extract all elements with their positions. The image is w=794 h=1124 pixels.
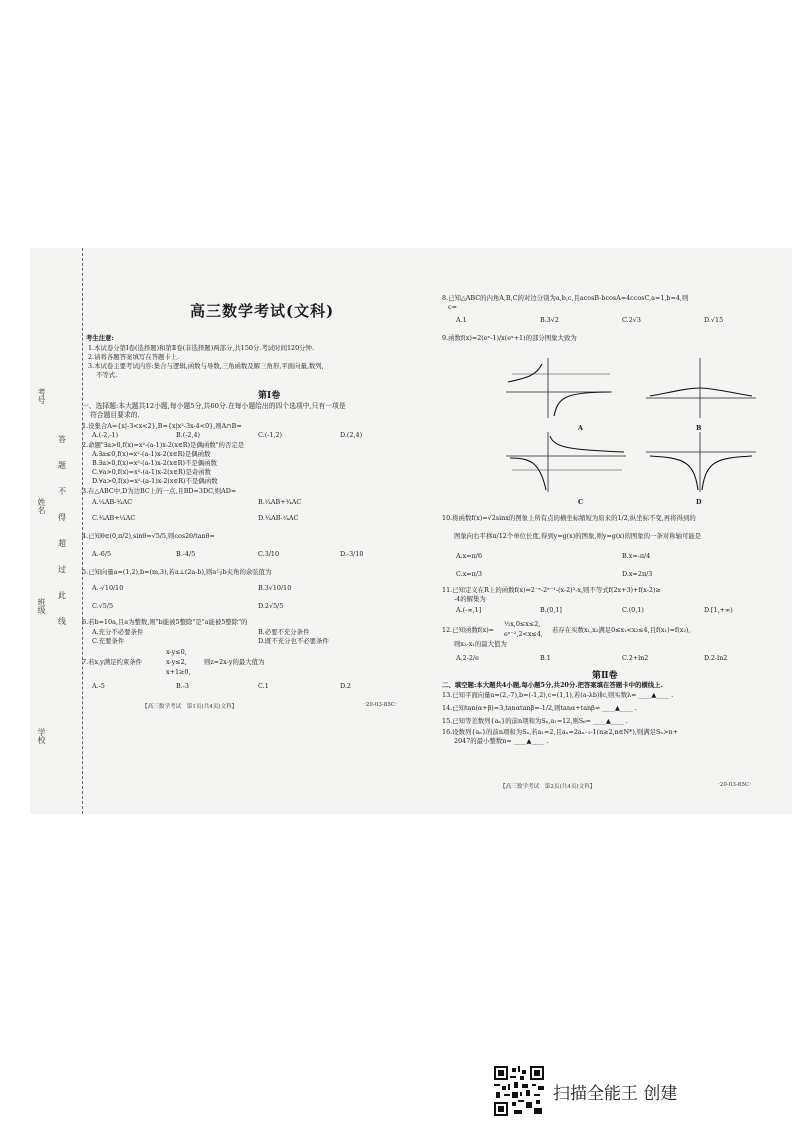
q14-text: 14.已知tan(α+β)=3,tanαtanβ=-1/2,则tanα+tanβ= xyxy=(442,704,601,712)
answer-blank-mark: ▲ xyxy=(651,691,657,699)
q10-option: B.x=-π/4 xyxy=(622,552,651,560)
q5-option: D.2√5/5 xyxy=(258,602,284,610)
seal-word: 得 xyxy=(58,513,66,522)
q3-option: B.¹⁄₄AB+³⁄₄AC xyxy=(258,498,302,506)
q2-option: B.∃a>0,f(x)=x²-(a-1)x-2(x∈R)不是偶函数 xyxy=(92,459,217,467)
notice-line: 2.请将各题答案填写在答题卡上. xyxy=(88,353,180,361)
seal-word: 线 xyxy=(58,617,66,626)
page1-footer: 【高三数学考试 第1页(共4页)文科】 xyxy=(142,704,238,710)
q3-option: C.³⁄₄AB+¹⁄₄AC xyxy=(92,514,136,522)
question-3: 3.在△ABC中,D为边BC上的一点,且BD=3DC,则AD= xyxy=(82,487,237,495)
question-12-cont: 则x₂-x₁的最大值为 xyxy=(454,640,507,648)
q4-option: A.-6/5 xyxy=(92,550,112,558)
graph-d xyxy=(642,430,758,496)
q7-constraint: x-y≤2, xyxy=(166,658,187,666)
section1-instruction: 一、选择题:本大题共12小题,每小题5分,共60分.在每小题给出的四个选项中,只有一项是 xyxy=(82,402,346,410)
answer-blank-mark: ▲ xyxy=(526,737,532,745)
question-16-cont xyxy=(454,737,548,745)
q8-option: A.1 xyxy=(456,316,467,324)
q6-option: D.既不充分也不必要条件 xyxy=(258,637,329,645)
question-12: 12.已知函数f(x)= xyxy=(442,626,495,634)
question-4: 4.已知θ∈(0,π/2),sinθ=√5/5,则cos2θ/tanθ= xyxy=(82,532,215,540)
q7-option: B.-3 xyxy=(176,682,189,690)
q14-blank: ____▲____ . xyxy=(600,704,637,712)
q7-option: C.1 xyxy=(258,682,269,690)
question-6: 6.若b=10a,且a为整数,则"b能被5整除"是"a能被5整除"的 xyxy=(82,618,248,626)
q4-option: C.3/10 xyxy=(258,550,280,558)
q15-text: 15.已知等差数列{aₙ}的前n项和为Sₙ,a₁=12,则S₆= xyxy=(442,717,592,725)
name-label: 姓名 xyxy=(37,498,46,514)
question-13 xyxy=(442,691,673,699)
q11-option: A.(-∞,1] xyxy=(456,606,482,614)
question-12-tail: 若存在实数x₁,x₂满足0≤x₁<x₂≤4,且f(x₁)=f(x₂), xyxy=(552,626,691,634)
question-14 xyxy=(442,704,637,712)
question-8-tail: c= xyxy=(448,303,457,311)
q16-blank: ____▲____ . xyxy=(511,737,549,745)
section1-instruction: 符合题目要求的. xyxy=(90,411,140,419)
q6-option: A.充分不必要条件 xyxy=(92,628,144,636)
seal-word: 不 xyxy=(58,487,66,496)
q6-option: B.必要不充分条件 xyxy=(258,628,310,636)
q7-option: D.2 xyxy=(340,682,351,690)
part2-heading: 第Ⅱ卷 xyxy=(592,671,618,681)
page1-code: ·20-03-85C· xyxy=(364,702,397,708)
exam-sheet xyxy=(30,248,792,814)
graph-d-label: D xyxy=(696,498,702,506)
graph-c-label: C xyxy=(578,498,584,506)
q11-option: D.[1,+∞) xyxy=(704,606,733,614)
notice-heading: 考生注意: xyxy=(86,334,114,342)
q13-blank: ____▲____ . xyxy=(636,691,674,699)
binding-strip xyxy=(30,248,83,814)
question-9: 9.函数f(x)=2(eˣ-1)/x(eˣ+1)的部分图象大致为 xyxy=(442,334,577,342)
graph-b xyxy=(642,356,758,422)
question-7-tail: 则z=2x-y的最大值为 xyxy=(204,658,265,666)
answer-blank-mark: ▲ xyxy=(605,717,611,725)
q2-option: C.∀a>0,f(x)=x²-(a-1)x-2(x∈R)是奇函数 xyxy=(92,468,211,476)
q2-option: D.∀a>0,f(x)=x²-(a-1)x-2(x∈R)不是偶函数 xyxy=(92,477,218,485)
seal-word: 题 xyxy=(58,461,66,470)
q11-option: B.(0,1] xyxy=(540,606,562,614)
q6-option: C.充要条件 xyxy=(92,637,125,645)
q3-option: D.³⁄₄AB-¹⁄₄AC xyxy=(258,514,299,522)
page2-code: ·20-03-85C· xyxy=(718,782,751,788)
q13-text: 13.已知平面向量a=(2,-7),b=(-1,2),c=(1,1),若(a-λb)∥c,则实数λ= xyxy=(442,691,637,699)
q12-option: D.2-ln2 xyxy=(704,654,728,662)
question-1: 1.设集合A={x|-3<x<2},B={x|x²-3x-4<0},则A∩B= xyxy=(82,422,242,430)
q11-option: C.(0,1) xyxy=(622,606,644,614)
q1-option: A.(-2,-1) xyxy=(92,431,119,439)
question-5: 5.已知向量a=(1,2),b=(m,3),若a⊥(2a-b),则a与b夹角的余弦值为 xyxy=(82,568,272,576)
question-10: 10.将函数f(x)=√2sinx的图象上所有点的横坐标缩短为原来的1/2,纵坐标不变,再将得到的 xyxy=(442,514,696,522)
class-label: 班级 xyxy=(37,598,46,614)
q15-blank: ____▲____ . xyxy=(591,717,628,725)
q5-option: B.3√10/10 xyxy=(258,584,292,592)
section2-instruction: 二、填空题:本大题共4小题,每小题5分,共20分.把答案填在答题卡中的横线上. xyxy=(442,681,663,689)
seal-word: 超 xyxy=(58,539,66,548)
graph-c xyxy=(502,430,628,496)
graph-a-label: A xyxy=(578,424,583,432)
q4-option: B.-4/5 xyxy=(176,550,196,558)
notice-line: 不等式. xyxy=(96,371,118,379)
question-7: 7.若x,y满足约束条件 xyxy=(82,658,143,666)
q7-constraint: x+1≥0, xyxy=(166,668,191,676)
q12-option: A.2-2/e xyxy=(456,654,479,662)
question-11: 11.已知定义在R上的函数f(x)=2⁻ˣ-2ˣ⁻¹-(x-2)³-x,则不等式f(2x+3)+f(x-2)≥ xyxy=(442,586,661,594)
q1-option: B.(-2,4) xyxy=(176,431,201,439)
graph-b-label: B xyxy=(696,424,702,432)
q7-option: A.-5 xyxy=(92,682,105,690)
q12-piece: ½x,0≤x≤2, xyxy=(504,620,541,628)
notice-line: 3.本试卷主要考试内容:集合与逻辑,函数与导数,三角函数及解三角形,平面向量,数列, xyxy=(88,362,324,370)
q7-constraint: x-y≤0, xyxy=(166,648,187,656)
question-8: 8.已知△ABC的内角A,B,C的对边分别为a,b,c,且acosB-bcosA=4ccosC,a=1,b=4,则 xyxy=(442,294,689,302)
seal-word: 答 xyxy=(58,435,66,444)
q8-option: C.2√3 xyxy=(622,316,641,324)
notice-line: 1.本试卷分第Ⅰ卷(选择题)和第Ⅱ卷(非选择题)两部分,共150分.考试时间120分钟. xyxy=(88,344,314,352)
q5-option: A.-√10/10 xyxy=(92,584,124,592)
question-16: 16.设数列{aₙ}的前n项和为Sₙ,若a₁=2,且aₙ=2aₙ₋₁-1(n≥2,n∈N*),则满足Sₙ>n+ xyxy=(442,728,678,736)
q1-option: D.(2,4) xyxy=(340,431,363,439)
question-11-cont: -4的解集为 xyxy=(454,595,486,603)
question-2: 2.命题"∃a>0,f(x)=x²-(a-1)x-2(x∈R)是偶函数"的否定是 xyxy=(82,441,245,449)
q2-option: A.∃a≤0,f(x)=x²-(a-1)x-2(x∈R)是偶函数 xyxy=(92,450,211,458)
part1-heading: 第Ⅰ卷 xyxy=(258,391,281,401)
question-15 xyxy=(442,717,628,725)
q1-option: C.(-1,2) xyxy=(258,431,283,439)
seal-word: 此 xyxy=(58,591,66,600)
answer-blank-mark: ▲ xyxy=(615,704,620,712)
exam-number-label: 考号 xyxy=(37,388,46,404)
q10-option: D.x=2π/3 xyxy=(622,570,653,578)
seal-word: 过 xyxy=(58,565,66,574)
q10-option: A.x=π/6 xyxy=(456,552,483,560)
q5-option: C.√5/5 xyxy=(92,602,114,610)
exam-title: 高三数学考试(文科) xyxy=(190,302,335,320)
q12-option: C.2+ln2 xyxy=(622,654,649,662)
question-10-cont: 图象向右平移π/12个单位长度,得到y=g(x)的图象,则y=g(x)的图象的一条对称轴可能是 xyxy=(454,532,702,540)
q8-option: D.√15 xyxy=(704,316,724,324)
q8-option: B.3√2 xyxy=(540,316,559,324)
q12-option: B.1 xyxy=(540,654,551,662)
q12-piece: eˣ⁻²,2<x≤4, xyxy=(504,630,543,638)
graph-a xyxy=(502,356,614,422)
q16-text: 2047的最小整数n= xyxy=(454,737,512,745)
camscanner-watermark: 扫描全能王 创建 xyxy=(553,1084,678,1104)
q3-option: A.¹⁄₄AB-³⁄₄AC xyxy=(92,498,133,506)
q4-option: D.-3/10 xyxy=(340,550,364,558)
page2-footer: 【高三数学考试 第2页(共4页)文科】 xyxy=(500,784,596,790)
q10-option: C.x=π/3 xyxy=(456,570,483,578)
qr-code-icon xyxy=(494,1066,544,1116)
school-label: 学校 xyxy=(37,728,46,744)
